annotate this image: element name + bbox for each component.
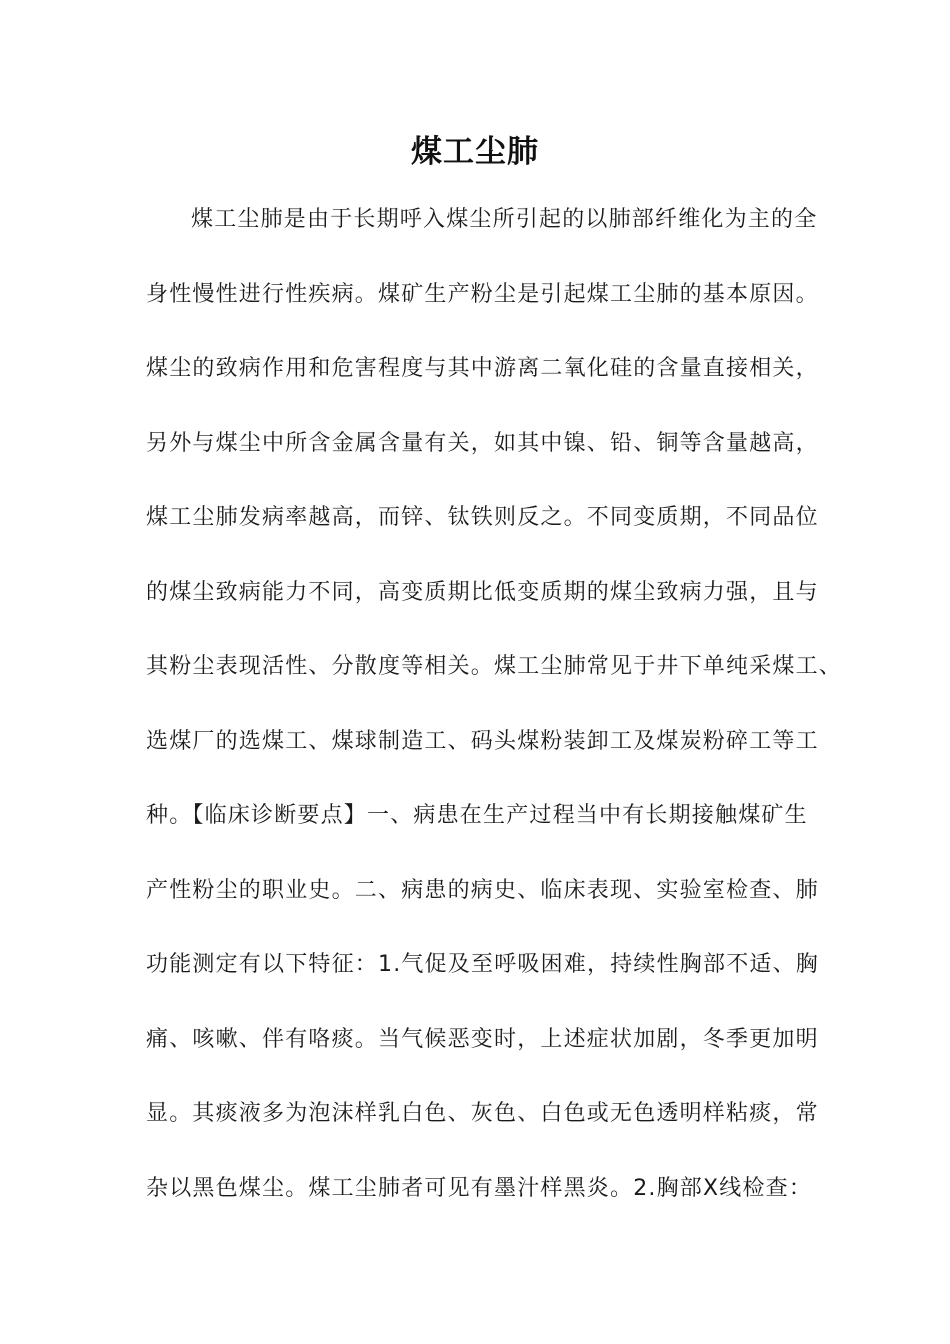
paragraph-line: 显。其痰液多为泡沫样乳白色、灰色、白色或无色透明样粘痰，常 — [146, 1101, 819, 1126]
paragraph-line: 种。【临床诊断要点】一、病患在生产过程当中有长期接触煤矿生 — [146, 803, 808, 828]
paragraph-line: 煤尘的致病作用和危害程度与其中游离二氧化硅的含量直接相关， — [146, 356, 819, 381]
paragraph-line: 的煤尘致病能力不同，高变质期比低变质期的煤尘致病力强，且与 — [146, 579, 819, 605]
paragraph-line: 产性粉尘的职业史。二、病患的病史、临床表现、实验室检查、肺 — [146, 877, 819, 903]
paragraph-line: 选煤厂的选煤工、煤球制造工、码头煤粉装卸工及煤炭粉碎工等工 — [146, 728, 819, 754]
paragraph-line: 另外与煤尘中所含金属含量有关，如其中镍、铅、铜等含量越高， — [146, 430, 819, 456]
paragraph-line: 杂以黑色煤尘。煤工尘肺者可见有墨汁样黑炎。2.胸部X线检查： — [146, 1175, 813, 1201]
paragraph-line: 痛、咳嗽、伴有咯痰。当气候恶变时，上述症状加剧，冬季更加明 — [146, 1026, 819, 1052]
paragraph-line: 功能测定有以下特征：1.气促及至呼吸困难，持续性胸部不适、胸 — [146, 952, 819, 977]
paragraph-line: 其粉尘表现活性、分散度等相关。煤工尘肺常见于井下单纯采煤工、 — [146, 654, 843, 679]
paragraph-line: 煤工尘肺是由于长期呼入煤尘所引起的以肺部纤维化为主的全 — [191, 207, 818, 232]
document-title: 煤工尘肺 — [411, 134, 539, 170]
paragraph-line: 煤工尘肺发病率越高，而锌、钛铁则反之。不同变质期，不同品位 — [146, 505, 819, 530]
paragraph-line: 身性慢性进行性疾病。煤矿生产粉尘是引起煤工尘肺的基本原因。 — [146, 281, 819, 307]
document-body — [146, 196, 843, 1239]
